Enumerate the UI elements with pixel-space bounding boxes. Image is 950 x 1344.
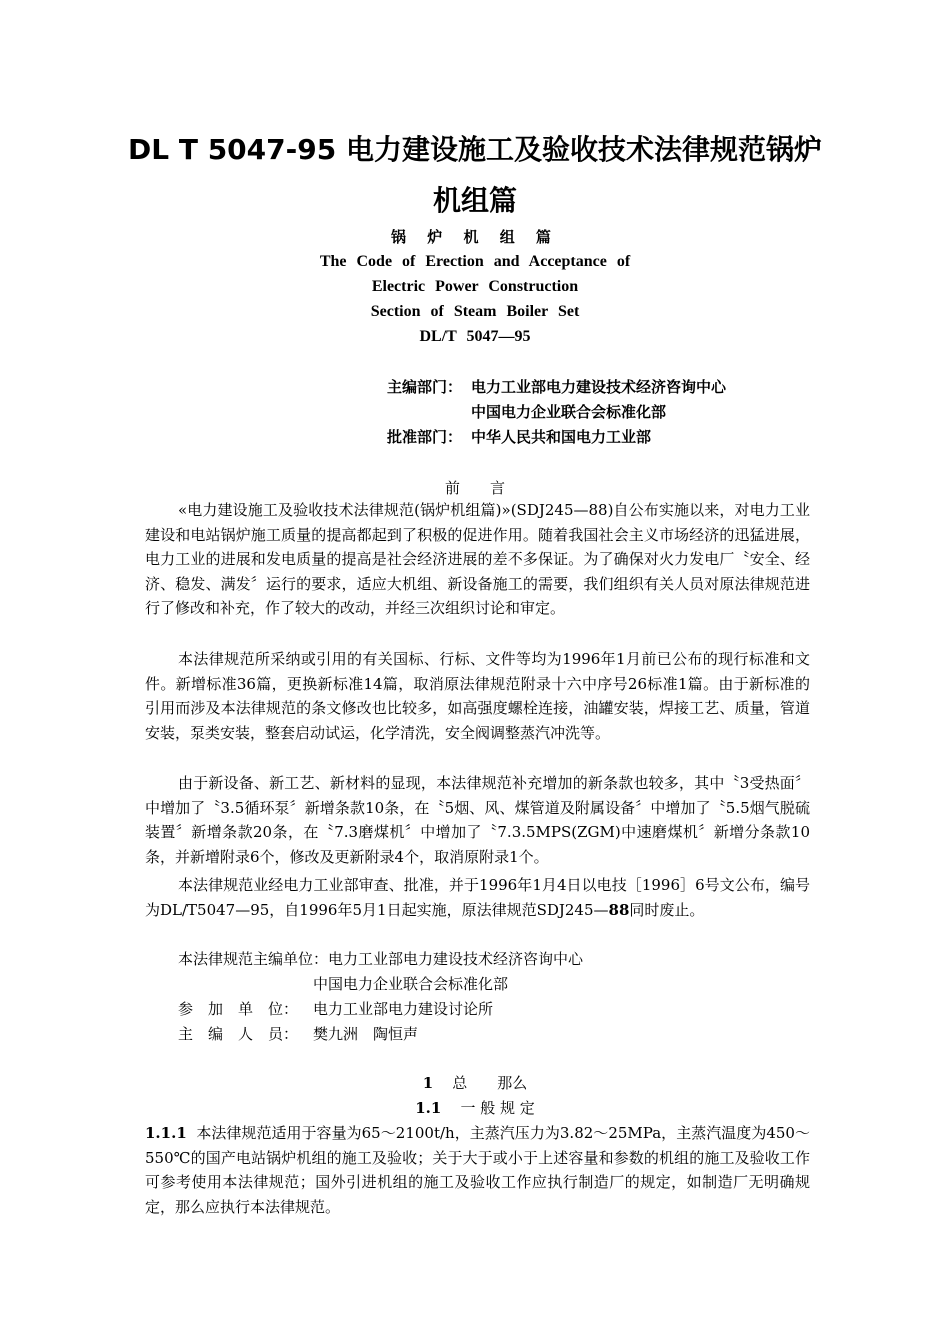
preface-p4-main: 本法律规范业经电力工业部审查、批准，并于1996年1月4日以电技［1996］6号文公布，编号为DL/T5047—95，自1996年5月1日起实施，原法律规范SDJ245— (145, 876, 810, 919)
subtitle-cn: 锅 炉 机 组 篇 (391, 228, 559, 246)
approver-dept: 中华人民共和国电力工业部 (471, 428, 652, 446)
chapter-title: 总 那么 (452, 1074, 528, 1092)
editor-dept-2: 中国电力企业联合会标准化部 (471, 403, 667, 421)
section-number: 1.1 (415, 1099, 442, 1117)
staff-label: 主 编 人 员： (178, 1025, 299, 1043)
editor-unit-label: 本法律规范主编单位： (178, 950, 329, 968)
section-heading (120, 1096, 830, 1120)
subtitle-en-1: The Code of Erection and Acceptance of (319, 253, 631, 270)
preface-p4-bold: 88 (608, 900, 630, 919)
editor-unit-1: 电力工业部电力建设技术经济咨询中心 (328, 950, 584, 968)
subtitle-en-3: Section of Steam Boiler Set (370, 303, 580, 320)
editor-unit-2: 中国电力企业联合会标准化部 (313, 975, 509, 993)
clause-1-1-1 (145, 1121, 810, 1219)
approver-label: 批准部门： (387, 428, 463, 446)
preface-heading: 前 言 (444, 479, 505, 497)
editor-dept-1: 电力工业部电力建设技术经济咨询中心 (471, 378, 727, 396)
preface-paragraph-4 (145, 873, 810, 922)
editor-label: 主编部门： (387, 378, 463, 396)
preface-p4-end: 同时废止。 (629, 900, 705, 919)
staff-names: 樊九洲 陶恒声 (313, 1025, 419, 1043)
document-title-line2: 机组篇 (432, 184, 517, 217)
clause-number: 1.1.1 (145, 1124, 187, 1142)
standard-code: DL/T 5047—95 (419, 328, 531, 345)
preface-paragraph-1: «电力建设施工及验收技术法律规范(锅炉机组篇)»(SDJ245—88)自公布实施以来，对电力工业建设和电站锅炉施工质量的提高都起到了积极的促进作用。随着我国社会主义市场经济的迅猛进展，电力工业的进展和发电质量的提高是社会经济进展的差不多保证。为了确保对火力发电厂〝安全、经济、稳发、满发〞运行的要求，适应大机组、新设备施工的需要，我们组织有关人员对原法律规范进行了修改和补充，作了较大的改动，并经三次组织讨论和审定。 (145, 501, 810, 618)
participant-label: 参 加 单 位： (178, 1000, 299, 1018)
participant-unit: 电力工业部电力建设讨论所 (313, 1000, 494, 1018)
preface-paragraph-3: 由于新设备、新工艺、新材料的显现，本法律规范补充增加的新条款也较多，其中〝3受热面〞中增加了〝3.5循环泵〞新增条款10条，在〝5烟、风、煤管道及附属设备〞中增加了〝5.5烟气脱硫装置〞新增条款20条，在〝7.3磨煤机〞中增加了〝7.3.5MPS(ZGM)中速磨煤机〞新增分条款10条，并新增附录6个，修改及更新附录4个，取消原附录1个。 (145, 774, 810, 866)
clause-text: 本法律规范适用于容量为65～2100t/h，主蒸汽压力为3.82～25MPa，主蒸汽温度为450～550℃的国产电站锅炉机组的施工及验收；关于大于或小于上述容量和参数的机组的施工及验收工作可参考使用本法律规范；国外引进机组的施工及验收工作应执行制造厂的规定，如制造厂无明确规定，那么应执行本法律规范。 (145, 1124, 810, 1216)
document-title-line1: DL T 5047-95 电力建设施工及验收技术法律规范锅炉 (128, 133, 822, 166)
preface-paragraph-2: 本法律规范所采纳或引用的有关国标、行标、文件等均为1996年1月前已公布的现行标准和文件。新增标准36篇，更换新标准14篇，取消原法律规范附录十六中序号26标准1篇。由于新标准的引用而涉及本法律规范的条文修改也比较多，如高强度螺栓连接，油罐安装，焊接工艺、质量，管道安装，泵类安装，整套启动试运，化学清洗，安全阀调整蒸汽冲洗等。 (145, 650, 810, 742)
subtitle-en-2: Electric Power Construction (371, 278, 579, 295)
chapter-heading (120, 1071, 830, 1095)
chapter-number: 1 (422, 1074, 434, 1092)
section-title: 一 般 规 定 (460, 1099, 535, 1117)
